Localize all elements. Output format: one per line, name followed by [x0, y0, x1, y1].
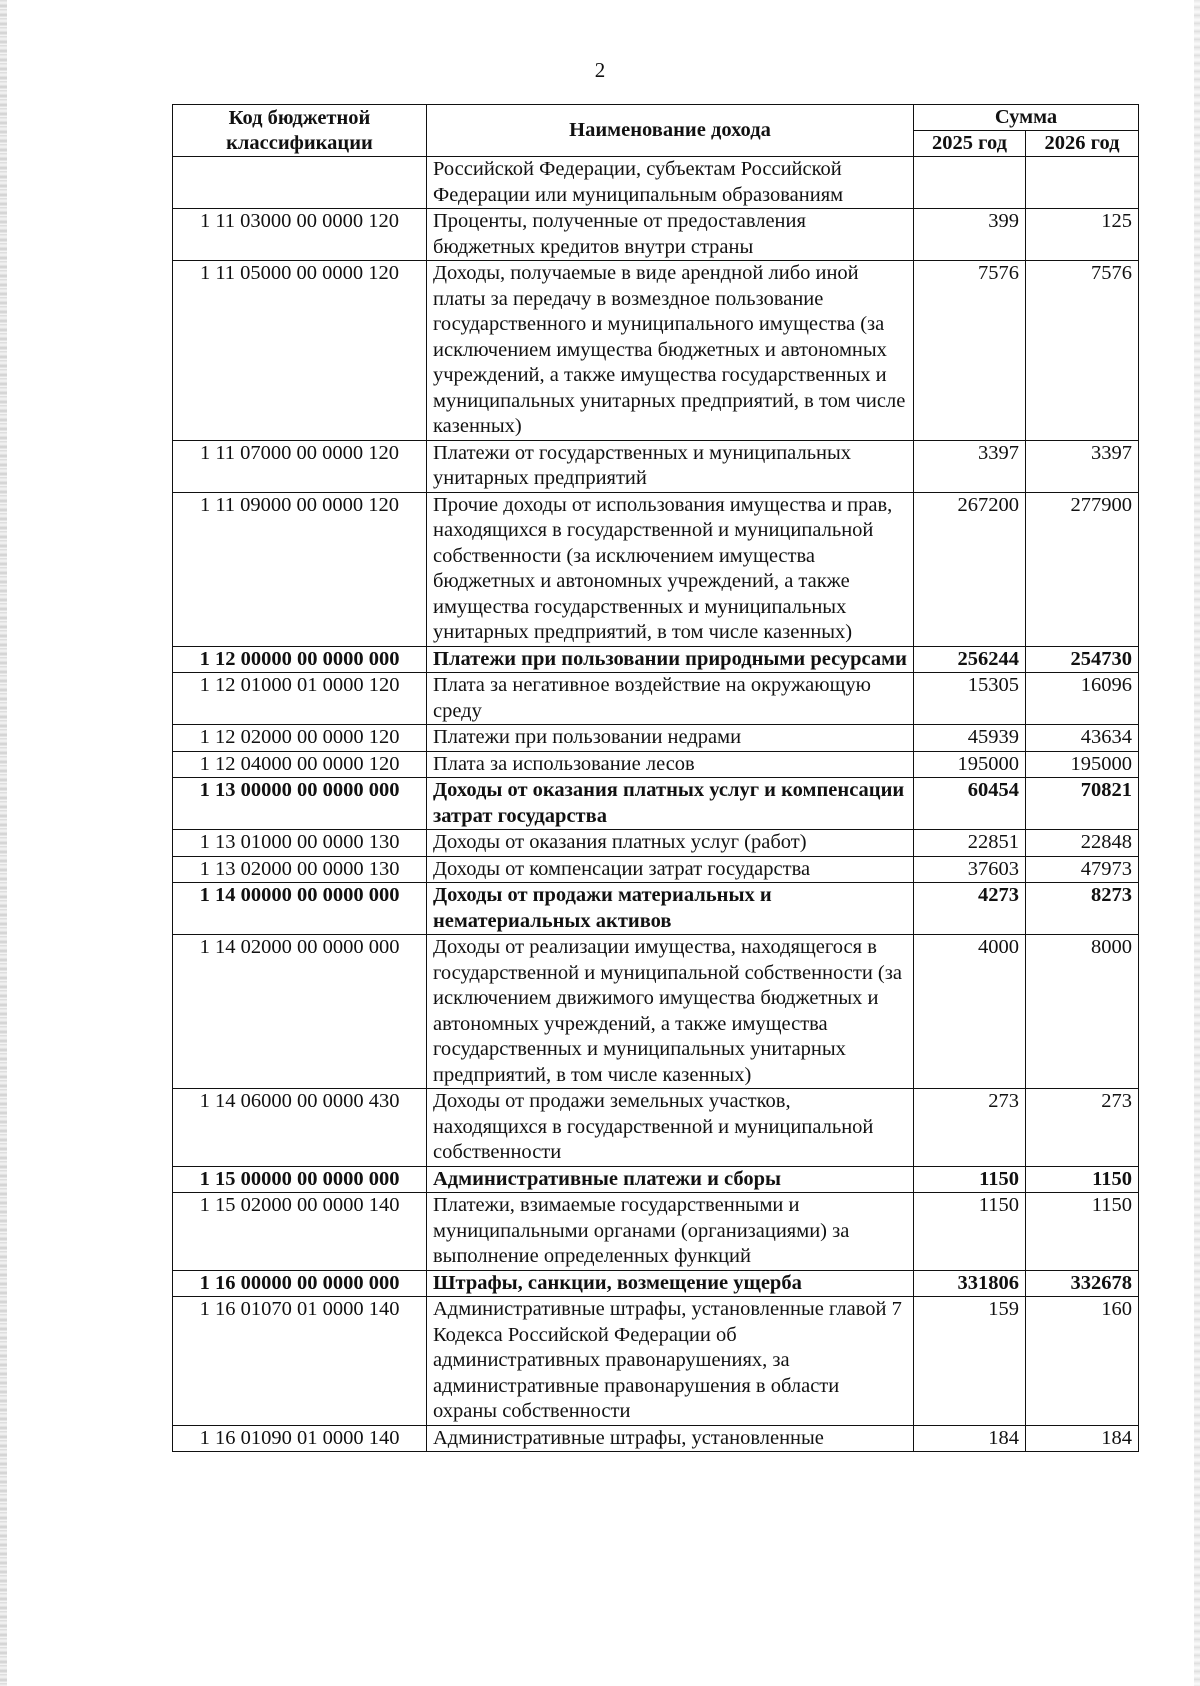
amount-2025-cell: 1150	[914, 1166, 1026, 1193]
amount-2026-cell: 184	[1026, 1425, 1139, 1452]
revenue-name-cell: Платежи, взимаемые государственными и муниципальными органами (организациями) за выполнение определенных функций	[427, 1193, 914, 1271]
budget-code-cell: 1 12 01000 01 0000 120	[173, 673, 427, 725]
amount-2025-cell: 3397	[914, 440, 1026, 492]
revenue-name-cell: Доходы от продажи материальных и нематериальных активов	[427, 883, 914, 935]
amount-2026-cell: 1150	[1026, 1166, 1139, 1193]
revenue-name-cell: Российской Федерации, субъектам Российской Федерации или муниципальным образованиям	[427, 157, 914, 209]
scan-edge-left	[0, 0, 7, 1686]
amount-2025-cell	[914, 157, 1026, 209]
amount-2025-cell: 4000	[914, 935, 1026, 1089]
amount-2026-cell: 277900	[1026, 492, 1139, 646]
revenue-name-cell: Административные штрафы, установленные	[427, 1425, 914, 1452]
amount-2026-cell: 273	[1026, 1089, 1139, 1167]
budget-code-cell: 1 11 09000 00 0000 120	[173, 492, 427, 646]
revenue-name-cell: Платежи от государственных и муниципальных унитарных предприятий	[427, 440, 914, 492]
budget-code-cell: 1 12 02000 00 0000 120	[173, 725, 427, 752]
table-row	[173, 830, 1139, 857]
budget-code-cell: 1 16 01090 01 0000 140	[173, 1425, 427, 1452]
budget-revenue-table	[172, 104, 1139, 1452]
revenue-name-cell: Доходы от продажи земельных участков, находящихся в государственной и муниципальной собственности	[427, 1089, 914, 1167]
budget-code-cell: 1 15 02000 00 0000 140	[173, 1193, 427, 1271]
amount-2026-cell: 47973	[1026, 856, 1139, 883]
header-sum: Сумма	[914, 105, 1139, 131]
revenue-name-cell: Административные платежи и сборы	[427, 1166, 914, 1193]
amount-2025-cell: 195000	[914, 751, 1026, 778]
amount-2025-cell: 45939	[914, 725, 1026, 752]
table-row	[173, 1270, 1139, 1297]
scan-edge-right	[1194, 0, 1200, 1686]
table-body	[173, 157, 1139, 1452]
amount-2025-cell: 267200	[914, 492, 1026, 646]
table-row	[173, 440, 1139, 492]
amount-2025-cell: 256244	[914, 646, 1026, 673]
amount-2025-cell: 184	[914, 1425, 1026, 1452]
budget-code-cell: 1 13 00000 00 0000 000	[173, 778, 427, 830]
budget-code-cell	[173, 157, 427, 209]
table-row	[173, 856, 1139, 883]
amount-2025-cell: 7576	[914, 261, 1026, 441]
amount-2026-cell: 1150	[1026, 1193, 1139, 1271]
header-year-2026: 2026 год	[1026, 131, 1139, 157]
revenue-name-cell: Штрафы, санкции, возмещение ущерба	[427, 1270, 914, 1297]
amount-2026-cell: 195000	[1026, 751, 1139, 778]
table-row	[173, 1193, 1139, 1271]
header-year-2025: 2025 год	[914, 131, 1026, 157]
table-row	[173, 157, 1139, 209]
revenue-name-cell: Доходы от оказания платных услуг и компенсации затрат государства	[427, 778, 914, 830]
revenue-name-cell: Административные штрафы, установленные главой 7 Кодекса Российской Федерации об административных правонарушениях, за административные правонарушения в области охраны собственности	[427, 1297, 914, 1426]
amount-2025-cell: 22851	[914, 830, 1026, 857]
amount-2025-cell: 4273	[914, 883, 1026, 935]
budget-code-cell: 1 13 01000 00 0000 130	[173, 830, 427, 857]
table-row	[173, 1166, 1139, 1193]
amount-2026-cell: 8000	[1026, 935, 1139, 1089]
amount-2026-cell: 43634	[1026, 725, 1139, 752]
table-row	[173, 883, 1139, 935]
amount-2026-cell: 16096	[1026, 673, 1139, 725]
budget-code-cell: 1 12 04000 00 0000 120	[173, 751, 427, 778]
amount-2026-cell: 160	[1026, 1297, 1139, 1426]
amount-2026-cell: 332678	[1026, 1270, 1139, 1297]
budget-code-cell: 1 16 01070 01 0000 140	[173, 1297, 427, 1426]
budget-code-cell: 1 11 03000 00 0000 120	[173, 209, 427, 261]
amount-2025-cell: 37603	[914, 856, 1026, 883]
revenue-name-cell: Плата за использование лесов	[427, 751, 914, 778]
amount-2026-cell: 254730	[1026, 646, 1139, 673]
budget-code-cell: 1 14 06000 00 0000 430	[173, 1089, 427, 1167]
budget-code-cell: 1 13 02000 00 0000 130	[173, 856, 427, 883]
amount-2026-cell: 125	[1026, 209, 1139, 261]
budget-code-cell: 1 11 05000 00 0000 120	[173, 261, 427, 441]
amount-2025-cell: 159	[914, 1297, 1026, 1426]
revenue-name-cell: Доходы от компенсации затрат государства	[427, 856, 914, 883]
amount-2025-cell: 15305	[914, 673, 1026, 725]
amount-2025-cell: 399	[914, 209, 1026, 261]
amount-2026-cell: 70821	[1026, 778, 1139, 830]
table-row	[173, 673, 1139, 725]
table-row	[173, 1425, 1139, 1452]
page-number: 2	[594, 58, 606, 82]
amount-2025-cell: 1150	[914, 1193, 1026, 1271]
amount-2025-cell: 273	[914, 1089, 1026, 1167]
table-row	[173, 1089, 1139, 1167]
amount-2026-cell	[1026, 157, 1139, 209]
header-row-1	[173, 105, 1139, 131]
table-row	[173, 209, 1139, 261]
table-row	[173, 261, 1139, 441]
amount-2025-cell: 331806	[914, 1270, 1026, 1297]
revenue-name-cell: Доходы, получаемые в виде арендной либо иной платы за передачу в возмездное пользование государственного и муниципального имущества (за исключением имущества бюджетных и автономных учреждений, а также имущества государственных и муниципальных унитарных предприятий, в том числе казенных)	[427, 261, 914, 441]
budget-code-cell: 1 14 02000 00 0000 000	[173, 935, 427, 1089]
revenue-name-cell: Плата за негативное воздействие на окружающую среду	[427, 673, 914, 725]
table-row	[173, 725, 1139, 752]
table-row	[173, 492, 1139, 646]
revenue-name-cell: Доходы от оказания платных услуг (работ)	[427, 830, 914, 857]
amount-2026-cell: 7576	[1026, 261, 1139, 441]
table-row	[173, 646, 1139, 673]
revenue-name-cell: Платежи при пользовании недрами	[427, 725, 914, 752]
budget-code-cell: 1 11 07000 00 0000 120	[173, 440, 427, 492]
header-code: Код бюджетной классификации	[173, 105, 427, 157]
budget-code-cell: 1 15 00000 00 0000 000	[173, 1166, 427, 1193]
table-row	[173, 1297, 1139, 1426]
budget-code-cell: 1 12 00000 00 0000 000	[173, 646, 427, 673]
amount-2025-cell: 60454	[914, 778, 1026, 830]
revenue-name-cell: Платежи при пользовании природными ресурсами	[427, 646, 914, 673]
amount-2026-cell: 22848	[1026, 830, 1139, 857]
table-row	[173, 935, 1139, 1089]
table-row	[173, 751, 1139, 778]
header-name: Наименование дохода	[427, 105, 914, 157]
revenue-name-cell: Доходы от реализации имущества, находящегося в государственной и муниципальной собственности (за исключением движимого имущества бюджетных и автономных учреждений, а также имущества государственных и муниципальных унитарных предприятий, в том числе казенных)	[427, 935, 914, 1089]
revenue-name-cell: Проценты, полученные от предоставления бюджетных кредитов внутри страны	[427, 209, 914, 261]
revenue-name-cell: Прочие доходы от использования имущества и прав, находящихся в государственной и муниципальной собственности (за исключением имущества бюджетных и автономных учреждений, а также имущества государственных и муниципальных унитарных предприятий, в том числе казенных)	[427, 492, 914, 646]
table-row	[173, 778, 1139, 830]
budget-code-cell: 1 16 00000 00 0000 000	[173, 1270, 427, 1297]
budget-code-cell: 1 14 00000 00 0000 000	[173, 883, 427, 935]
amount-2026-cell: 8273	[1026, 883, 1139, 935]
amount-2026-cell: 3397	[1026, 440, 1139, 492]
